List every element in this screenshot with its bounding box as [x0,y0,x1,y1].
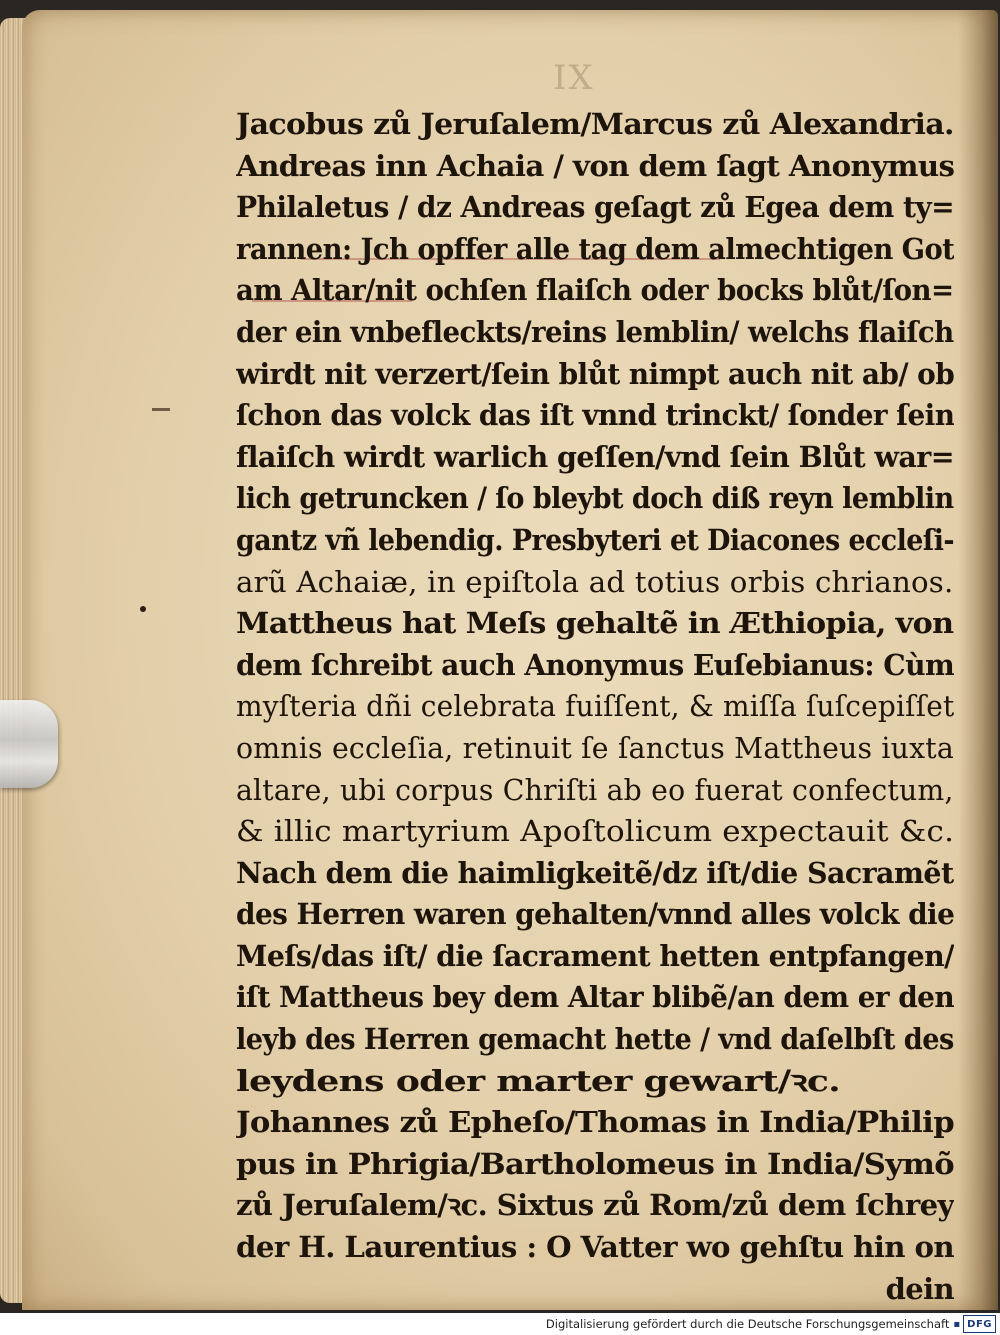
page-text [236,104,954,1310]
text-line: ſchon das volck das iſt vnnd trinckt/ ſonder ſein [236,398,954,433]
text-line: des Herren waren gehalten/vnnd alles volck die [236,897,954,932]
text-line: leyb des Herren gemacht hette / vnd daſelbſt des [236,1022,954,1057]
text-line: der H. Laurentius : O Vatter wo gehſtu hin on [236,1230,955,1265]
text-line: dein [885,1271,954,1306]
margin-mark [152,408,170,411]
funding-credit: Digitalisierung gefördert durch die Deutsche Forschungsgemeinschaft [545,1317,950,1331]
text-line: Jacobus zů Jeruſalem/Marcus zů Alexandria. [236,107,954,141]
text-line: der ein vnbefleckts/reins lemblin/ welchs flaiſch [236,314,954,349]
gutter-shadow [958,10,998,1310]
text-line: rannen: Jch opffer alle tag dem almechtigen Got [236,231,954,266]
clip-tab [0,700,58,788]
text-line: Nach dem die haimligkeitẽ/dz iſt/die Sacramẽt [236,855,954,890]
dfg-logo: DFG [963,1315,996,1333]
text-line: zů Jeruſalem/ꝛc. Sixtus zů Rom/zů dem ſchrey [236,1188,954,1223]
text-line: Mattheus hat Meſs gehaltẽ in Æthiopia, von [236,606,954,641]
text-line: myſteria dñi celebrata fuiſſent, & miſſa ſuſcepiſſet [236,689,954,724]
text-line: pus in Phrigia/Bartholomeus in India/Symõ [236,1146,954,1181]
text-line: altare, ubi corpus Chriſti ab eo fuerat confectum, [236,772,954,807]
text-line: am Altar/nit ochſen flaiſch oder bocks blůt/ſon= [236,273,954,308]
text-line: Andreas inn Achaia / von dem ſagt Anonymus [236,148,955,183]
text-line: lich getruncken / ſo bleybt doch diß reyn lemblin [236,481,954,516]
margin-mark [140,606,146,612]
text-line: & illic martyrium Apoſtolicum expectauit &c. [236,814,954,849]
text-line: omnis eccleſia, retinuit ſe ſanctus Mattheus iuxta [236,730,954,765]
folio-number: IX [553,58,595,98]
text-line: leydens oder marter gewart/ꝛc. [236,1063,840,1098]
text-line: wirdt nit verzert/ſein blůt nimpt auch nit ab/ ob [236,356,954,391]
text-line: dem ſchreibt auch Anonymus Euſebianus: Cùm [236,647,954,682]
text-line: arũ Achaiæ, in epiſtola ad totius orbis chrianos. [236,564,954,599]
text-line: Meſs/das iſt/ die ſacrament hetten entpfangen/ [236,938,954,973]
separator-icon: ▪ [953,1318,961,1330]
text-line: flaiſch wirdt warlich geſſen/vnd ſein Blůt war= [236,439,954,474]
text-line: gantz vñ lebendig. Presbyteri et Diacones eccleſi- [236,522,954,557]
footer-bar [0,1313,1000,1335]
text-line: iſt Mattheus bey dem Altar blibẽ/an dem er den [236,980,954,1015]
text-line: Johannes zů Epheſo/Thomas in India/Philip [236,1105,954,1140]
text-line: Philaletus / dz Andreas geſagt zů Egea dem ty= [236,190,954,225]
